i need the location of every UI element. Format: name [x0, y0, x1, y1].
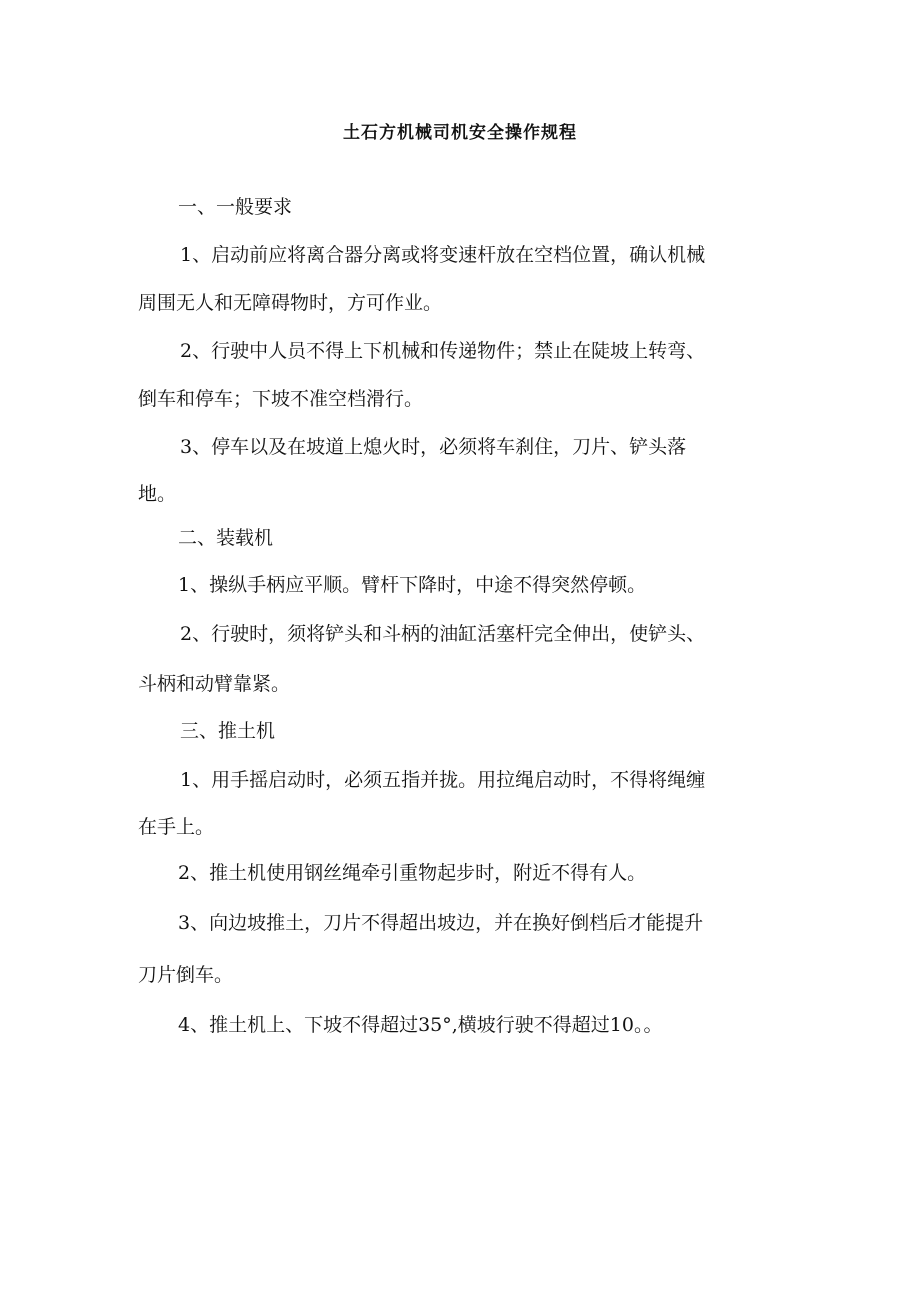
section-heading-loader: 二、装载机 [178, 527, 274, 549]
paragraph-line: 刀片倒车。 [138, 964, 234, 986]
paragraph-line: 4、推土机上、下坡不得超过35°,横坡行驶不得超过10。。 [178, 1014, 663, 1036]
paragraph-line: 3、向边坡推土，刀片不得超出坡边，并在换好倒档后才能提升 [178, 912, 704, 934]
section-heading-bulldozer: 三、推土机 [180, 720, 276, 742]
paragraph-line: 2、推土机使用钢丝绳牵引重物起步时，附近不得有人。 [178, 862, 647, 884]
paragraph-line: 周围无人和无障碍物时，方可作业。 [138, 292, 443, 314]
paragraph-line: 倒车和停车；下坡不准空档滑行。 [138, 388, 424, 410]
paragraph-line: 1、用手摇启动时，必须五指并拢。用拉绳启动时，不得将绳缠 [180, 769, 706, 791]
section-heading-general: 一、一般要求 [178, 196, 293, 218]
paragraph-line: 在手上。 [138, 816, 215, 838]
paragraph-line: 2、行驶时，须将铲头和斗柄的油缸活塞杆完全伸出，使铲头、 [180, 623, 706, 645]
paragraph-line: 2、行驶中人员不得上下机械和传递物件；禁止在陡坡上转弯、 [180, 340, 706, 362]
document-title: 土石方机械司机安全操作规程 [343, 123, 577, 143]
paragraph-line: 3、停车以及在坡道上熄火时，必须将车刹住，刀片、铲头落 [180, 436, 687, 458]
paragraph-line: 斗柄和动臂靠紧。 [138, 673, 291, 695]
paragraph-line: 地。 [138, 483, 177, 505]
paragraph-line: 1、启动前应将离合器分离或将变速杆放在空档位置，确认机械 [180, 244, 706, 266]
paragraph-line: 1、操纵手柄应平顺。臂杆下降时，中途不得突然停顿。 [178, 574, 647, 596]
